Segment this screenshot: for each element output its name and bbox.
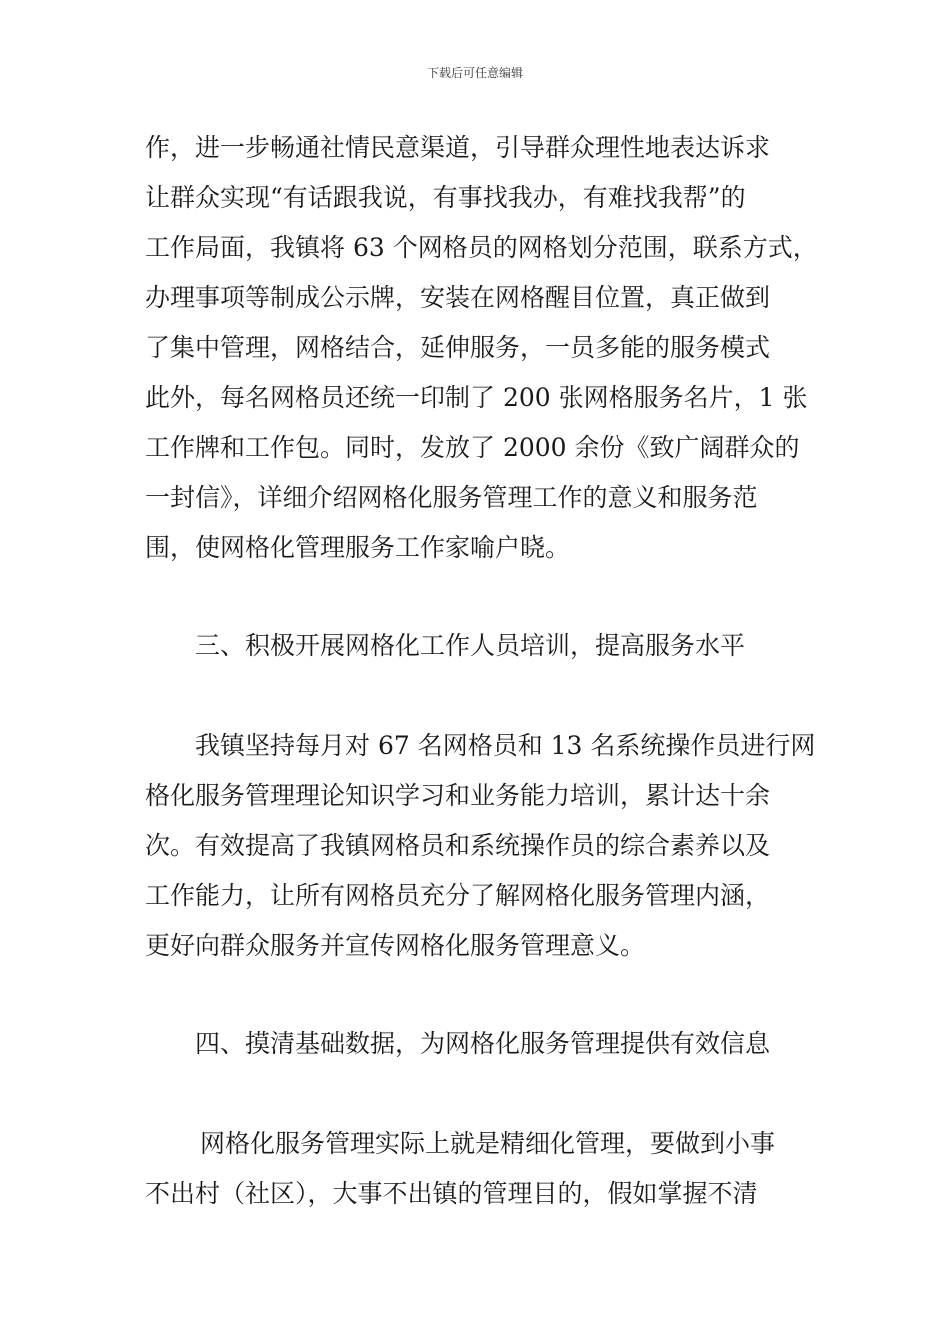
text-line: 不出村（社区），大事不出镇的管理目的，假如掌握不清 — [145, 1179, 758, 1208]
text-line: 让群众实现“有话跟我说，有事找我办，有难找我帮”的 — [145, 183, 746, 212]
text-line: 我镇坚持每月对 67 名网格员和 13 名系统操作员进行网 — [195, 731, 816, 760]
text-line: 作，进一步畅通社情民意渠道，引导群众理性地表达诉求 — [145, 133, 771, 162]
text-line: 围，使网格化管理服务工作家喻户晓。 — [145, 533, 571, 562]
text-line: 一封信》，详细介绍网格化服务管理工作的意义和服务范 — [145, 483, 758, 512]
text-line: 次。有效提高了我镇网格员和系统操作员的综合素养以及 — [145, 831, 771, 860]
section-heading: 四、摸清基础数据，为网格化服务管理提供有效信息 — [195, 1029, 771, 1058]
text-line: 更好向群众服务并宣传网格化服务管理意义。 — [145, 931, 646, 960]
text-line: 此外，每名网格员还统一印制了 200 张网格服务名片，1 张 — [145, 383, 808, 412]
text-line: 工作能力，让所有网格员充分了解网格化服务管理内涵， — [145, 881, 771, 910]
text-line: 网格化服务管理实际上就是精细化管理，要做到小事 — [200, 1129, 776, 1158]
text-line: 办理事项等制成公示牌，安装在网格醒目位置，真正做到 — [145, 283, 771, 312]
section-heading: 三、积极开展网格化工作人员培训，提高服务水平 — [195, 631, 746, 660]
text-line: 了集中管理，网格结合，延伸服务，一员多能的服务模式 — [145, 333, 771, 362]
text-line: 格化服务管理理论知识学习和业务能力培训，累计达十余 — [145, 781, 771, 810]
text-line: 工作局面，我镇将 63 个网格员的网格划分范围，联系方式， — [145, 233, 818, 262]
text-line: 工作牌和工作包。同时，发放了 2000 余份《致广阔群众的 — [145, 433, 800, 462]
page-header: 下载后可任意编辑 — [426, 66, 523, 80]
